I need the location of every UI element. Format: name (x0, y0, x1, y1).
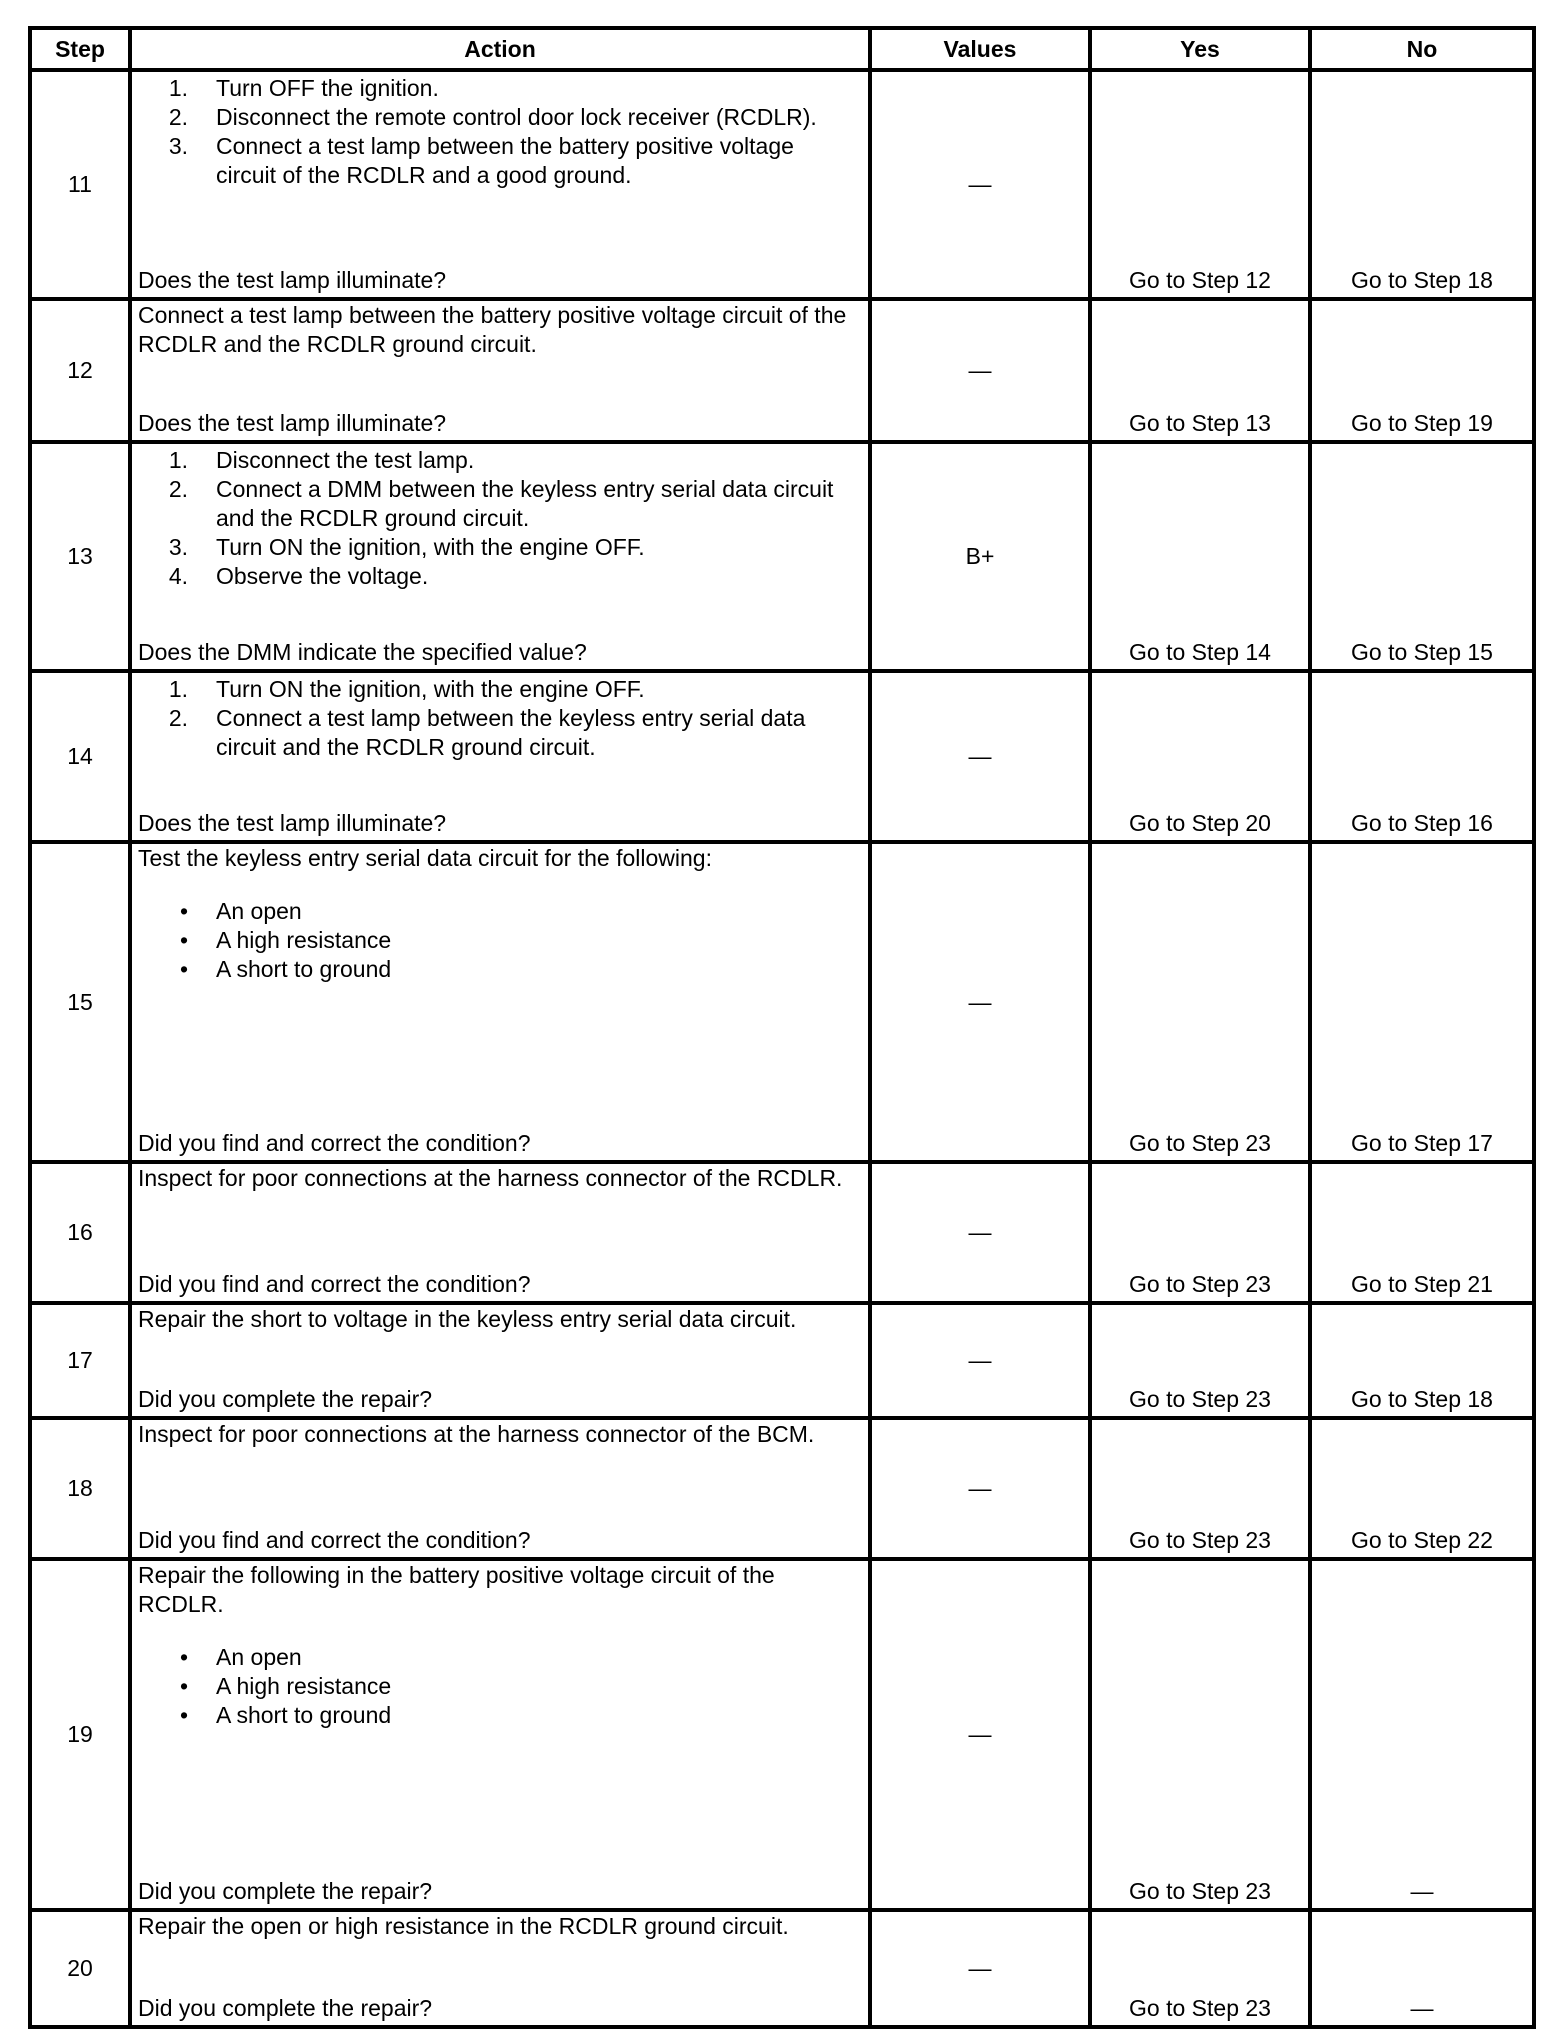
header-step: Step (30, 28, 130, 70)
bullet-text: A high resistance (216, 927, 392, 953)
action-cell (130, 842, 870, 1162)
table-row (30, 671, 1534, 842)
table-row (30, 299, 1534, 442)
list-item (138, 475, 860, 533)
bullet-icon: • (179, 1673, 188, 1699)
bullet-icon: • (179, 1644, 188, 1670)
value-cell: — (870, 1162, 1090, 1303)
bullet-icon: • (179, 1702, 188, 1728)
bullet-icon: • (179, 898, 188, 924)
step-number: 14 (30, 671, 130, 842)
table-row (30, 1910, 1534, 2027)
step-number: 11 (30, 70, 130, 299)
list-number: 2. (168, 705, 188, 731)
bullet-icon: • (179, 927, 188, 953)
no-cell: Go to Step 17 (1310, 842, 1534, 1162)
step-number: 15 (30, 842, 130, 1162)
action-intro: Repair the open or high resistance in the RCDLR ground circuit. (138, 1913, 789, 1939)
action-question: Does the test lamp illuminate? (138, 810, 447, 836)
no-cell: — (1310, 1559, 1534, 1910)
action-intro: Repair the short to voltage in the keyless entry serial data circuit. (138, 1306, 797, 1332)
list-text: Disconnect the remote control door lock receiver (RCDLR). (216, 104, 817, 130)
yes-cell: Go to Step 23 (1090, 1559, 1310, 1910)
numbered-list (138, 72, 860, 190)
bullet-text: An open (216, 898, 302, 924)
action-question: Does the test lamp illuminate? (138, 267, 447, 293)
action-intro: Repair the following in the battery positive voltage circuit of the RCDLR. (138, 1562, 775, 1617)
list-text: Connect a test lamp between the battery positive voltage circuit of the RCDLR and a good ground. (216, 133, 794, 188)
yes-cell: Go to Step 14 (1090, 442, 1310, 671)
bullet-item (138, 1672, 860, 1701)
numbered-list (138, 444, 860, 591)
bullet-item (138, 1701, 860, 1730)
list-text: Turn ON the ignition, with the engine OFF. (216, 676, 645, 702)
bullet-item (138, 1643, 860, 1672)
value-cell: — (870, 1910, 1090, 2027)
action-question: Did you complete the repair? (138, 1995, 433, 2021)
table-row (30, 1559, 1534, 1910)
no-cell: Go to Step 15 (1310, 442, 1534, 671)
header-yes: Yes (1090, 28, 1310, 70)
table-row (30, 1418, 1534, 1559)
list-item (138, 446, 860, 475)
yes-cell: Go to Step 12 (1090, 70, 1310, 299)
bullet-list (138, 1643, 860, 1730)
step-number: 16 (30, 1162, 130, 1303)
action-question: Did you find and correct the condition? (138, 1130, 531, 1156)
step-number: 12 (30, 299, 130, 442)
yes-cell: Go to Step 23 (1090, 1910, 1310, 2027)
list-text: Connect a DMM between the keyless entry serial data circuit and the RCDLR ground circuit. (216, 476, 834, 531)
bullet-text: An open (216, 1644, 302, 1670)
action-cell (130, 70, 870, 299)
no-cell: Go to Step 18 (1310, 70, 1534, 299)
action-cell (130, 299, 870, 442)
yes-cell: Go to Step 23 (1090, 1418, 1310, 1559)
header-no: No (1310, 28, 1534, 70)
list-item (138, 704, 860, 762)
diagnostic-table (28, 26, 1536, 2029)
no-cell: Go to Step 19 (1310, 299, 1534, 442)
action-question: Did you complete the repair? (138, 1386, 433, 1412)
action-cell (130, 1910, 870, 2027)
list-number: 3. (168, 534, 188, 560)
table-row (30, 1162, 1534, 1303)
action-cell (130, 442, 870, 671)
value-cell: — (870, 1559, 1090, 1910)
yes-cell: Go to Step 23 (1090, 842, 1310, 1162)
header-values: Values (870, 28, 1090, 70)
list-text: Observe the voltage. (216, 563, 429, 589)
bullet-text: A short to ground (216, 956, 392, 982)
action-cell (130, 671, 870, 842)
list-number: 2. (168, 104, 188, 130)
action-intro: Test the keyless entry serial data circuit for the following: (138, 845, 712, 871)
action-question: Did you complete the repair? (138, 1878, 433, 1904)
value-cell: — (870, 1418, 1090, 1559)
action-intro: Connect a test lamp between the battery positive voltage circuit of the RCDLR and the RCDLR ground circuit. (138, 302, 847, 357)
value-cell: — (870, 299, 1090, 442)
action-cell (130, 1303, 870, 1418)
bullet-list (138, 897, 860, 984)
step-number: 18 (30, 1418, 130, 1559)
action-question: Does the DMM indicate the specified value? (138, 639, 587, 665)
no-cell: Go to Step 16 (1310, 671, 1534, 842)
action-intro: Inspect for poor connections at the harness connector of the RCDLR. (138, 1165, 843, 1191)
step-number: 13 (30, 442, 130, 671)
table-row (30, 842, 1534, 1162)
list-text: Turn OFF the ignition. (216, 75, 439, 101)
header-row (30, 28, 1534, 70)
no-cell: — (1310, 1910, 1534, 2027)
list-item (138, 103, 860, 132)
action-question: Did you find and correct the condition? (138, 1271, 531, 1297)
yes-cell: Go to Step 23 (1090, 1303, 1310, 1418)
action-question: Does the test lamp illuminate? (138, 410, 447, 436)
action-question: Did you find and correct the condition? (138, 1527, 531, 1553)
action-cell (130, 1162, 870, 1303)
bullet-item (138, 926, 860, 955)
bullet-item (138, 955, 860, 984)
list-item (138, 675, 860, 704)
step-number: 19 (30, 1559, 130, 1910)
list-number: 1. (168, 447, 188, 473)
value-cell: B+ (870, 442, 1090, 671)
list-text: Turn ON the ignition, with the engine OFF. (216, 534, 645, 560)
list-number: 1. (168, 676, 188, 702)
list-number: 1. (168, 75, 188, 101)
bullet-item (138, 897, 860, 926)
value-cell: — (870, 1303, 1090, 1418)
value-cell: — (870, 842, 1090, 1162)
list-item (138, 562, 860, 591)
value-cell: — (870, 70, 1090, 299)
list-number: 4. (168, 563, 188, 589)
list-number: 3. (168, 133, 188, 159)
step-number: 17 (30, 1303, 130, 1418)
list-text: Disconnect the test lamp. (216, 447, 475, 473)
table-row (30, 1303, 1534, 1418)
no-cell: Go to Step 21 (1310, 1162, 1534, 1303)
bullet-text: A high resistance (216, 1673, 392, 1699)
yes-cell: Go to Step 23 (1090, 1162, 1310, 1303)
action-intro: Inspect for poor connections at the harness connector of the BCM. (138, 1421, 815, 1447)
list-item (138, 533, 860, 562)
value-cell: — (870, 671, 1090, 842)
bullet-text: A short to ground (216, 1702, 392, 1728)
step-number: 20 (30, 1910, 130, 2027)
yes-cell: Go to Step 13 (1090, 299, 1310, 442)
no-cell: Go to Step 22 (1310, 1418, 1534, 1559)
no-cell: Go to Step 18 (1310, 1303, 1534, 1418)
table-row (30, 70, 1534, 299)
numbered-list (138, 673, 860, 762)
yes-cell: Go to Step 20 (1090, 671, 1310, 842)
table-row (30, 442, 1534, 671)
list-item (138, 132, 860, 190)
list-item (138, 74, 860, 103)
list-number: 2. (168, 476, 188, 502)
action-cell (130, 1418, 870, 1559)
action-cell (130, 1559, 870, 1910)
list-text: Connect a test lamp between the keyless entry serial data circuit and the RCDLR ground circuit. (216, 705, 806, 760)
header-action: Action (130, 28, 870, 70)
bullet-icon: • (179, 956, 188, 982)
